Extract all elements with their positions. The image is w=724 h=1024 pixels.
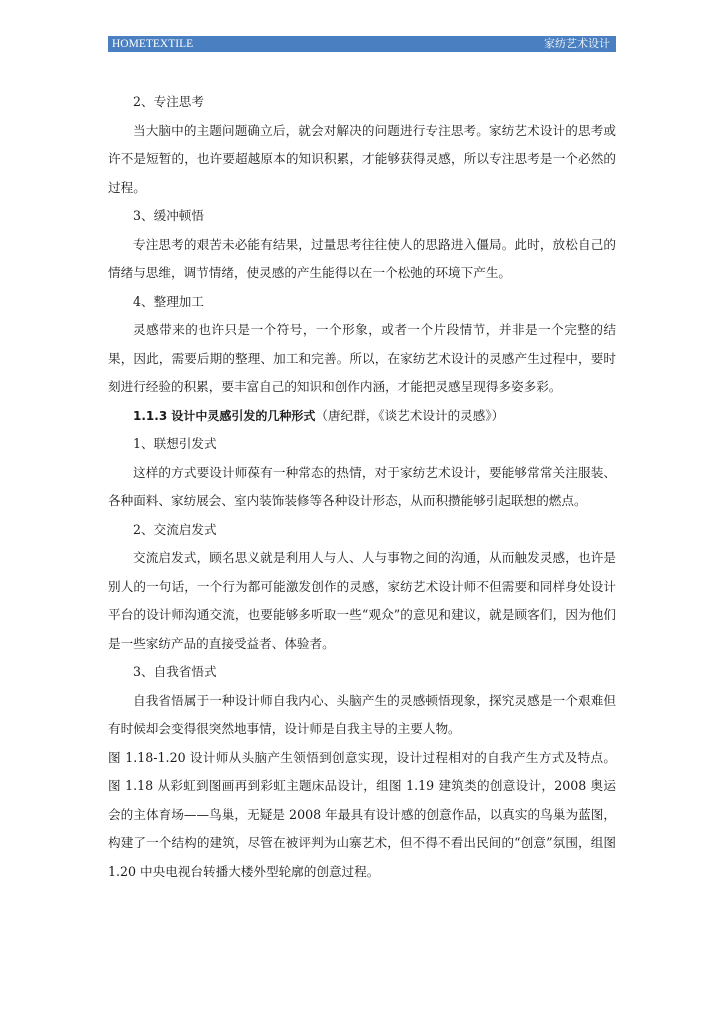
section-heading-citation: （唐纪群，《谈艺术设计的灵感》） [315, 407, 505, 423]
header-left-text: HOMETEXTILE [112, 38, 194, 50]
heading-buffer-insight: 3、缓冲顿悟 [133, 208, 204, 223]
heading-focused-thinking: 2、专注思考 [133, 94, 204, 109]
paragraph-communication: 交流启发式，顾名思义就是利用人与人、人与事物之间的沟通，从而触发灵感，也许是别人的一句话，一个行为都可能激发创作的灵感，家纺艺术设计师不但需要和同样身处设计平台的设计师沟通交流，也要能够多听取一些“观众”的意见和建议，就是顾客们，因为他们是一些家纺产品的直接受益者、体验者。 [108, 550, 616, 651]
paragraph-association: 这样的方式要设计师葆有一种常态的热情，对于家纺艺术设计，要能够常常关注服装、各种面料、家纺展会、室内装饰装修等各种设计形态，从而积攒能够引起联想的燃点。 [108, 464, 616, 508]
header-right-text: 家纺艺术设计 [544, 37, 610, 50]
heading-self-awareness: 3、自我省悟式 [133, 664, 217, 679]
section-heading-title: 1.1.3 设计中灵感引发的几种形式 [133, 408, 316, 423]
heading-association: 1、联想引发式 [133, 436, 217, 451]
document-body [108, 88, 616, 886]
paragraph-figures: 图 1.18-1.20 设计师从头脑产生领悟到创意实现，设计过程相对的自我产生方式及特点。图 1.18 从彩虹到图画再到彩虹主题床品设计，组图 1.19 建筑类的创意设计，2008 奥运会的主体育场——鸟巢，无疑是 2008 年最具有设计感的创意作品，以真实的鸟巢为蓝图，构建了一个结构的建筑，尽管在被评判为山寨艺术，但不得不看出民间的“创意”氛围，组图 1.20 中央电视台转播大楼外型轮廓的创意过程。 [108, 749, 616, 879]
paragraph-buffer-insight: 专注思考的艰苦未必能有结果，过量思考往往使人的思路进入僵局。此时，放松自己的情绪与思维，调节情绪，使灵感的产生能得以在一个松弛的环境下产生。 [108, 236, 616, 280]
section-heading [108, 402, 616, 431]
heading-communication: 2、交流启发式 [133, 521, 217, 537]
page-header-bar [108, 36, 616, 52]
paragraph-self-awareness: 自我省悟属于一种设计师自我内心、头脑产生的灵感顿悟现象，探究灵感是一个艰难但有时候却会变得很突然地事情，设计师是自我主导的主要人物。 [108, 692, 616, 736]
heading-organize-process: 4、整理加工 [133, 293, 204, 309]
paragraph-focused-thinking: 当大脑中的主题问题确立后，就会对解决的问题进行专注思考。家纺艺术设计的思考或许不是短暂的，也许要超越原本的知识积累，才能够获得灵感，所以专注思考是一个必然的过程。 [108, 122, 616, 195]
paragraph-organize-process: 灵感带来的也许只是一个符号，一个形象，或者一个片段情节，并非是一个完整的结果，因此，需要后期的整理、加工和完善。所以，在家纺艺术设计的灵感产生过程中，要时刻进行经验的积累，要丰富自己的知识和创作内涵，才能把灵感呈现得多姿多彩。 [108, 322, 616, 394]
